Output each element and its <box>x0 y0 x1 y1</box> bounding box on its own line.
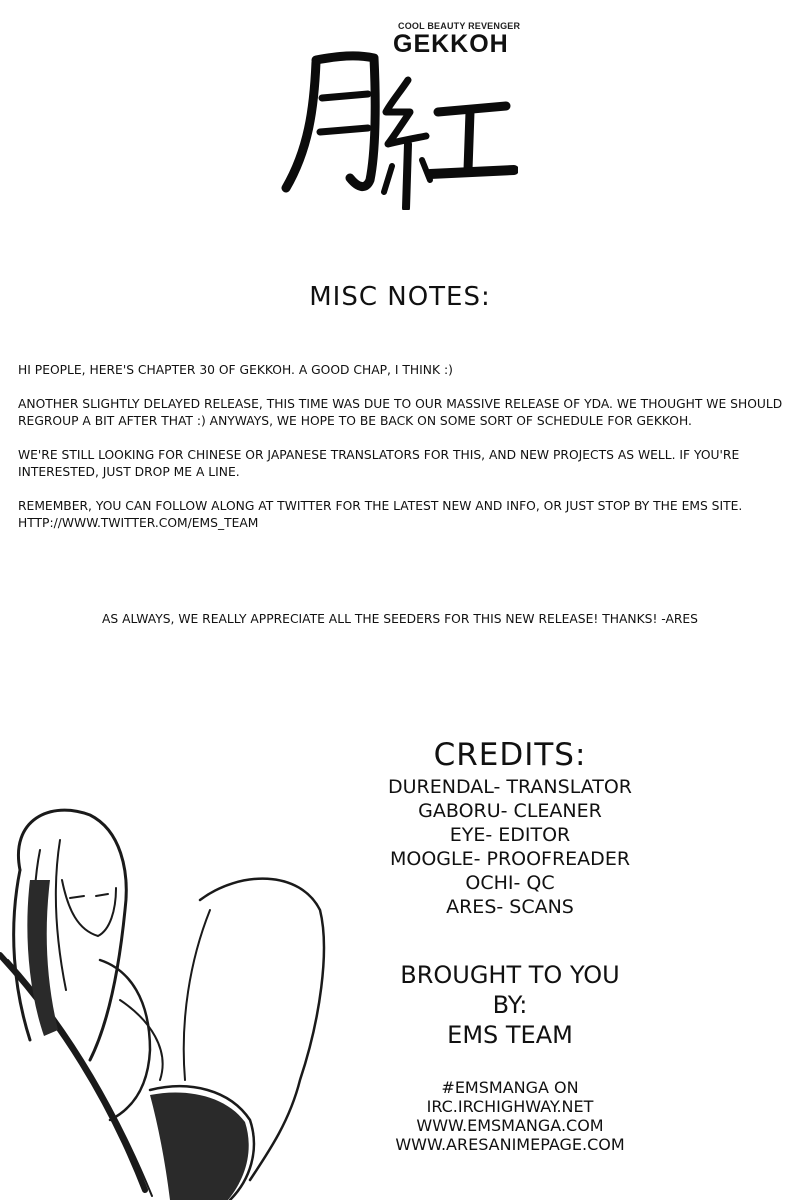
note-paragraph: WE'RE STILL LOOKING FOR CHINESE OR JAPANESE TRANSLATORS FOR THIS, AND NEW PROJECTS AS WELL. IF YOU'RE INTERESTED, JUST DROP ME A LINE. <box>18 448 740 479</box>
thanks-line: AS ALWAYS, WE REALLY APPRECIATE ALL THE SEEDERS FOR THIS NEW RELEASE! THANKS! -ARES <box>102 612 698 626</box>
note-paragraph: REMEMBER, YOU CAN FOLLOW ALONG AT TWITTER FOR THE LATEST NEW AND INFO, OR JUST STOP BY THE EMS SITE. HTTP://WWW.TWITTER.COM/EMS_TEAM <box>18 499 743 530</box>
irc-channel: #EMSMANGA ON <box>441 1078 579 1097</box>
manga-girl-illustration <box>0 760 360 1200</box>
credit-line: EYE- EDITOR <box>449 824 571 846</box>
note-paragraph: ANOTHER SLIGHTLY DELAYED RELEASE, THIS TIME WAS DUE TO OUR MASSIVE RELEASE OF YDA. WE THOUGHT WE SHOULD REGROUP A BIT AFTER THAT :) ANYWAYS, WE HOPE TO BE BACK ON SOME SORT OF SCHEDULE FOR GEKKOH. <box>18 397 783 428</box>
site-link: WWW.EMSMANGA.COM <box>416 1116 604 1135</box>
credit-line: GABORU- CLEANER <box>418 800 602 822</box>
links-block <box>360 1078 660 1154</box>
brought-to-you-block <box>360 960 660 1050</box>
note-paragraph: HI PEOPLE, HERE'S CHAPTER 30 OF GEKKOH. A GOOD CHAP, I THINK :) <box>18 363 453 377</box>
gekkoh-logo <box>0 0 800 230</box>
irc-server: IRC.IRCHIGHWAY.NET <box>426 1097 594 1116</box>
credit-line: DURENDAL- TRANSLATOR <box>387 776 632 798</box>
misc-notes-heading: MISC NOTES: <box>309 282 491 312</box>
brought-line: BROUGHT TO YOU <box>400 961 620 989</box>
logo-title: GEKKOH <box>393 30 509 58</box>
credits-block <box>370 735 650 919</box>
credit-line: OCHI- QC <box>465 872 555 894</box>
team-name: EMS TEAM <box>447 1021 573 1049</box>
logo-subtitle: COOL BEAUTY REVENGER <box>398 21 521 31</box>
credit-line: MOOGLE- PROOFREADER <box>389 848 631 870</box>
site-link: WWW.ARESANIMEPAGE.COM <box>395 1135 625 1154</box>
credit-line: ARES- SCANS <box>446 896 574 918</box>
notes-section <box>18 362 788 549</box>
brought-line: BY: <box>492 991 528 1019</box>
credits-heading: CREDITS: <box>433 737 587 773</box>
